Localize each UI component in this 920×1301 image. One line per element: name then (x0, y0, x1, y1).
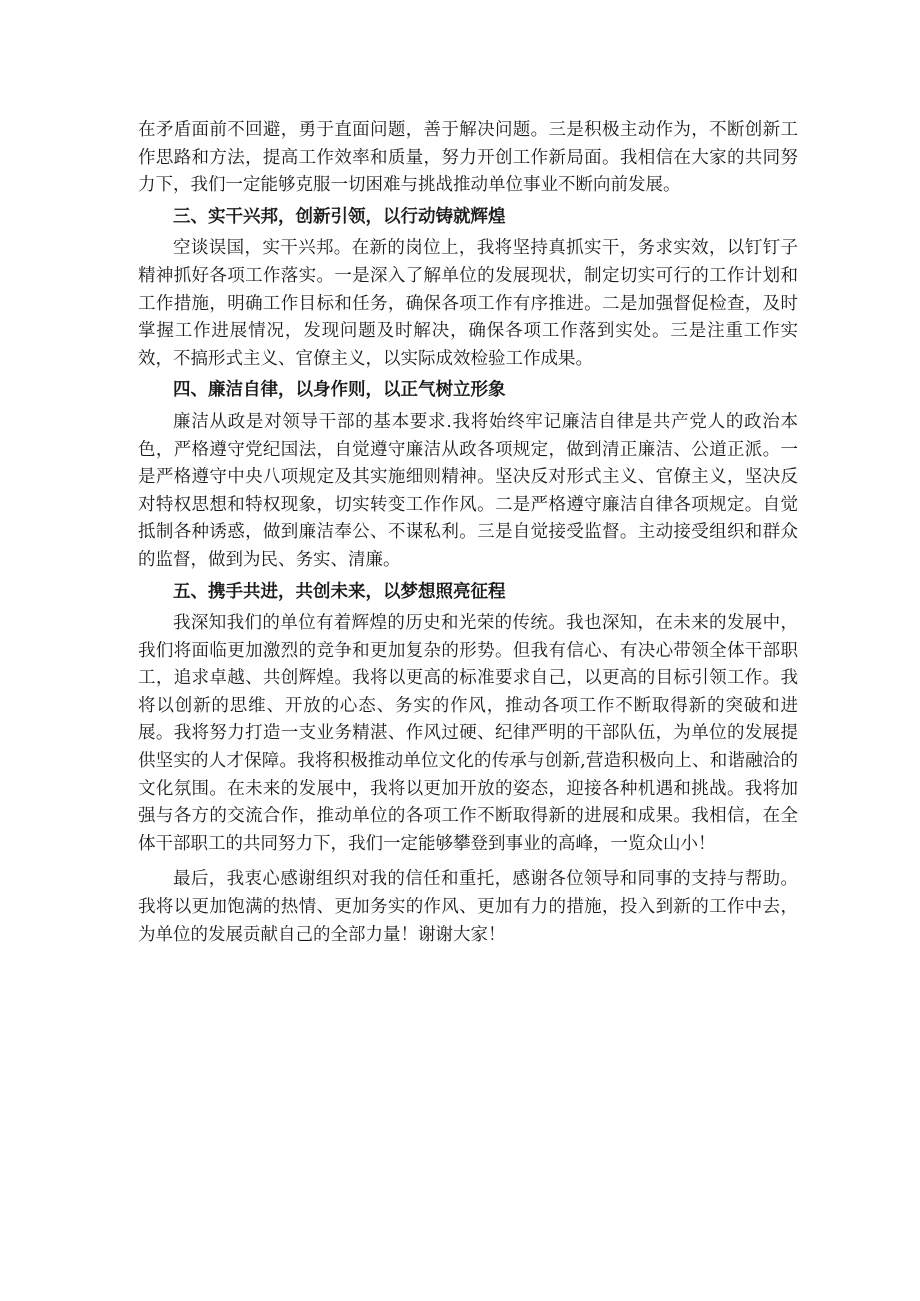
intro-paragraph: 在矛盾面前不回避，勇于直面问题，善于解决问题。三是积极主动作为，不断创新工作思路和方法，提高工作效率和质量，努力开创工作新局面。我相信在大家的共同努力下，我们一定能够克服一切困难与挑战推动单位事业不断向前发展。 (138, 120, 798, 196)
section-body: 空谈误国，实干兴邦。在新的岗位上，我将坚持真抓实干，务求实效，以钉钉子精神抓好各项工作落实。一是深入了解单位的发展现状，制定切实可行的工作计划和工作措施，明确工作目标和任务，确保各项工作有序推进。二是加强督促检查，及时掌握工作进展情况，发现问题及时解决，确保各项工作落到实处。三是注重工作实效，不搞形式主义、官僚主义，以实际成效检验工作成果。 (138, 238, 798, 369)
section-body: 我深知我们的单位有着辉煌的历史和光荣的传统。我也深知，在未来的发展中，我们将面临更加激烈的竞争和更加复杂的形势。但我有信心、有决心带领全体干部职工，追求卓越、共创辉煌。我将以更高的标准要求自己，以更高的目标引领工作。我将以创新的思维、开放的心态、务实的作风，推动各项工作不断取得新的突破和进展。我将努力打造一支业务精湛、作风过硬、纪律严明的干部队伍，为单位的发展提供坚实的人才保障。我将积极推动单位文化的传承与创新,营造积极向上、和谐融洽的文化氛围。在未来的发展中，我将以更加开放的姿态，迎接各种机遇和挑战。我将加强与各方的交流合作，推动单位的各项工作不断取得新的进展和成果。我相信，在全体干部职工的共同努力下，我们一定能够攀登到事业的高峰，一览众山小！ (138, 613, 798, 854)
section-5 (138, 575, 798, 859)
section-3 (138, 200, 798, 374)
closing-paragraph: 最后，我衷心感谢组织对我的信任和重托，感谢各位领导和同事的支持与帮助。我将以更加饱满的热情、更加务实的作风、更加有力的措施，投入到新的工作中去，为单位的发展贡献自己的全部力量！谢谢大家！ (138, 869, 798, 945)
section-heading: 四、廉洁自律，以身作则，以正气树立形象 (173, 380, 506, 401)
section-heading: 三、实干兴邦，创新引领，以行动铸就辉煌 (173, 206, 506, 227)
section-heading: 五、携手共进，共创未来，以梦想照亮征程 (173, 581, 506, 602)
section-body: 廉洁从政是对领导干部的基本要求.我将始终牢记廉洁自律是共产党人的政治本色，严格遵守党纪国法，自觉遵守廉洁从政各项规定，做到清正廉洁、公道正派。一是严格遵守中央八项规定及其实施细则精神。坚决反对形式主义、官僚主义，坚决反对特权思想和特权现象，切实转变工作作风。二是严格遵守廉洁自律各项规定。自觉抵制各种诱惑，做到廉洁奉公、不谋私利。三是自觉接受监督。主动接受组织和群众的监督，做到为民、务实、清廉。 (138, 411, 798, 570)
document-page (138, 117, 798, 949)
section-4 (138, 373, 798, 574)
